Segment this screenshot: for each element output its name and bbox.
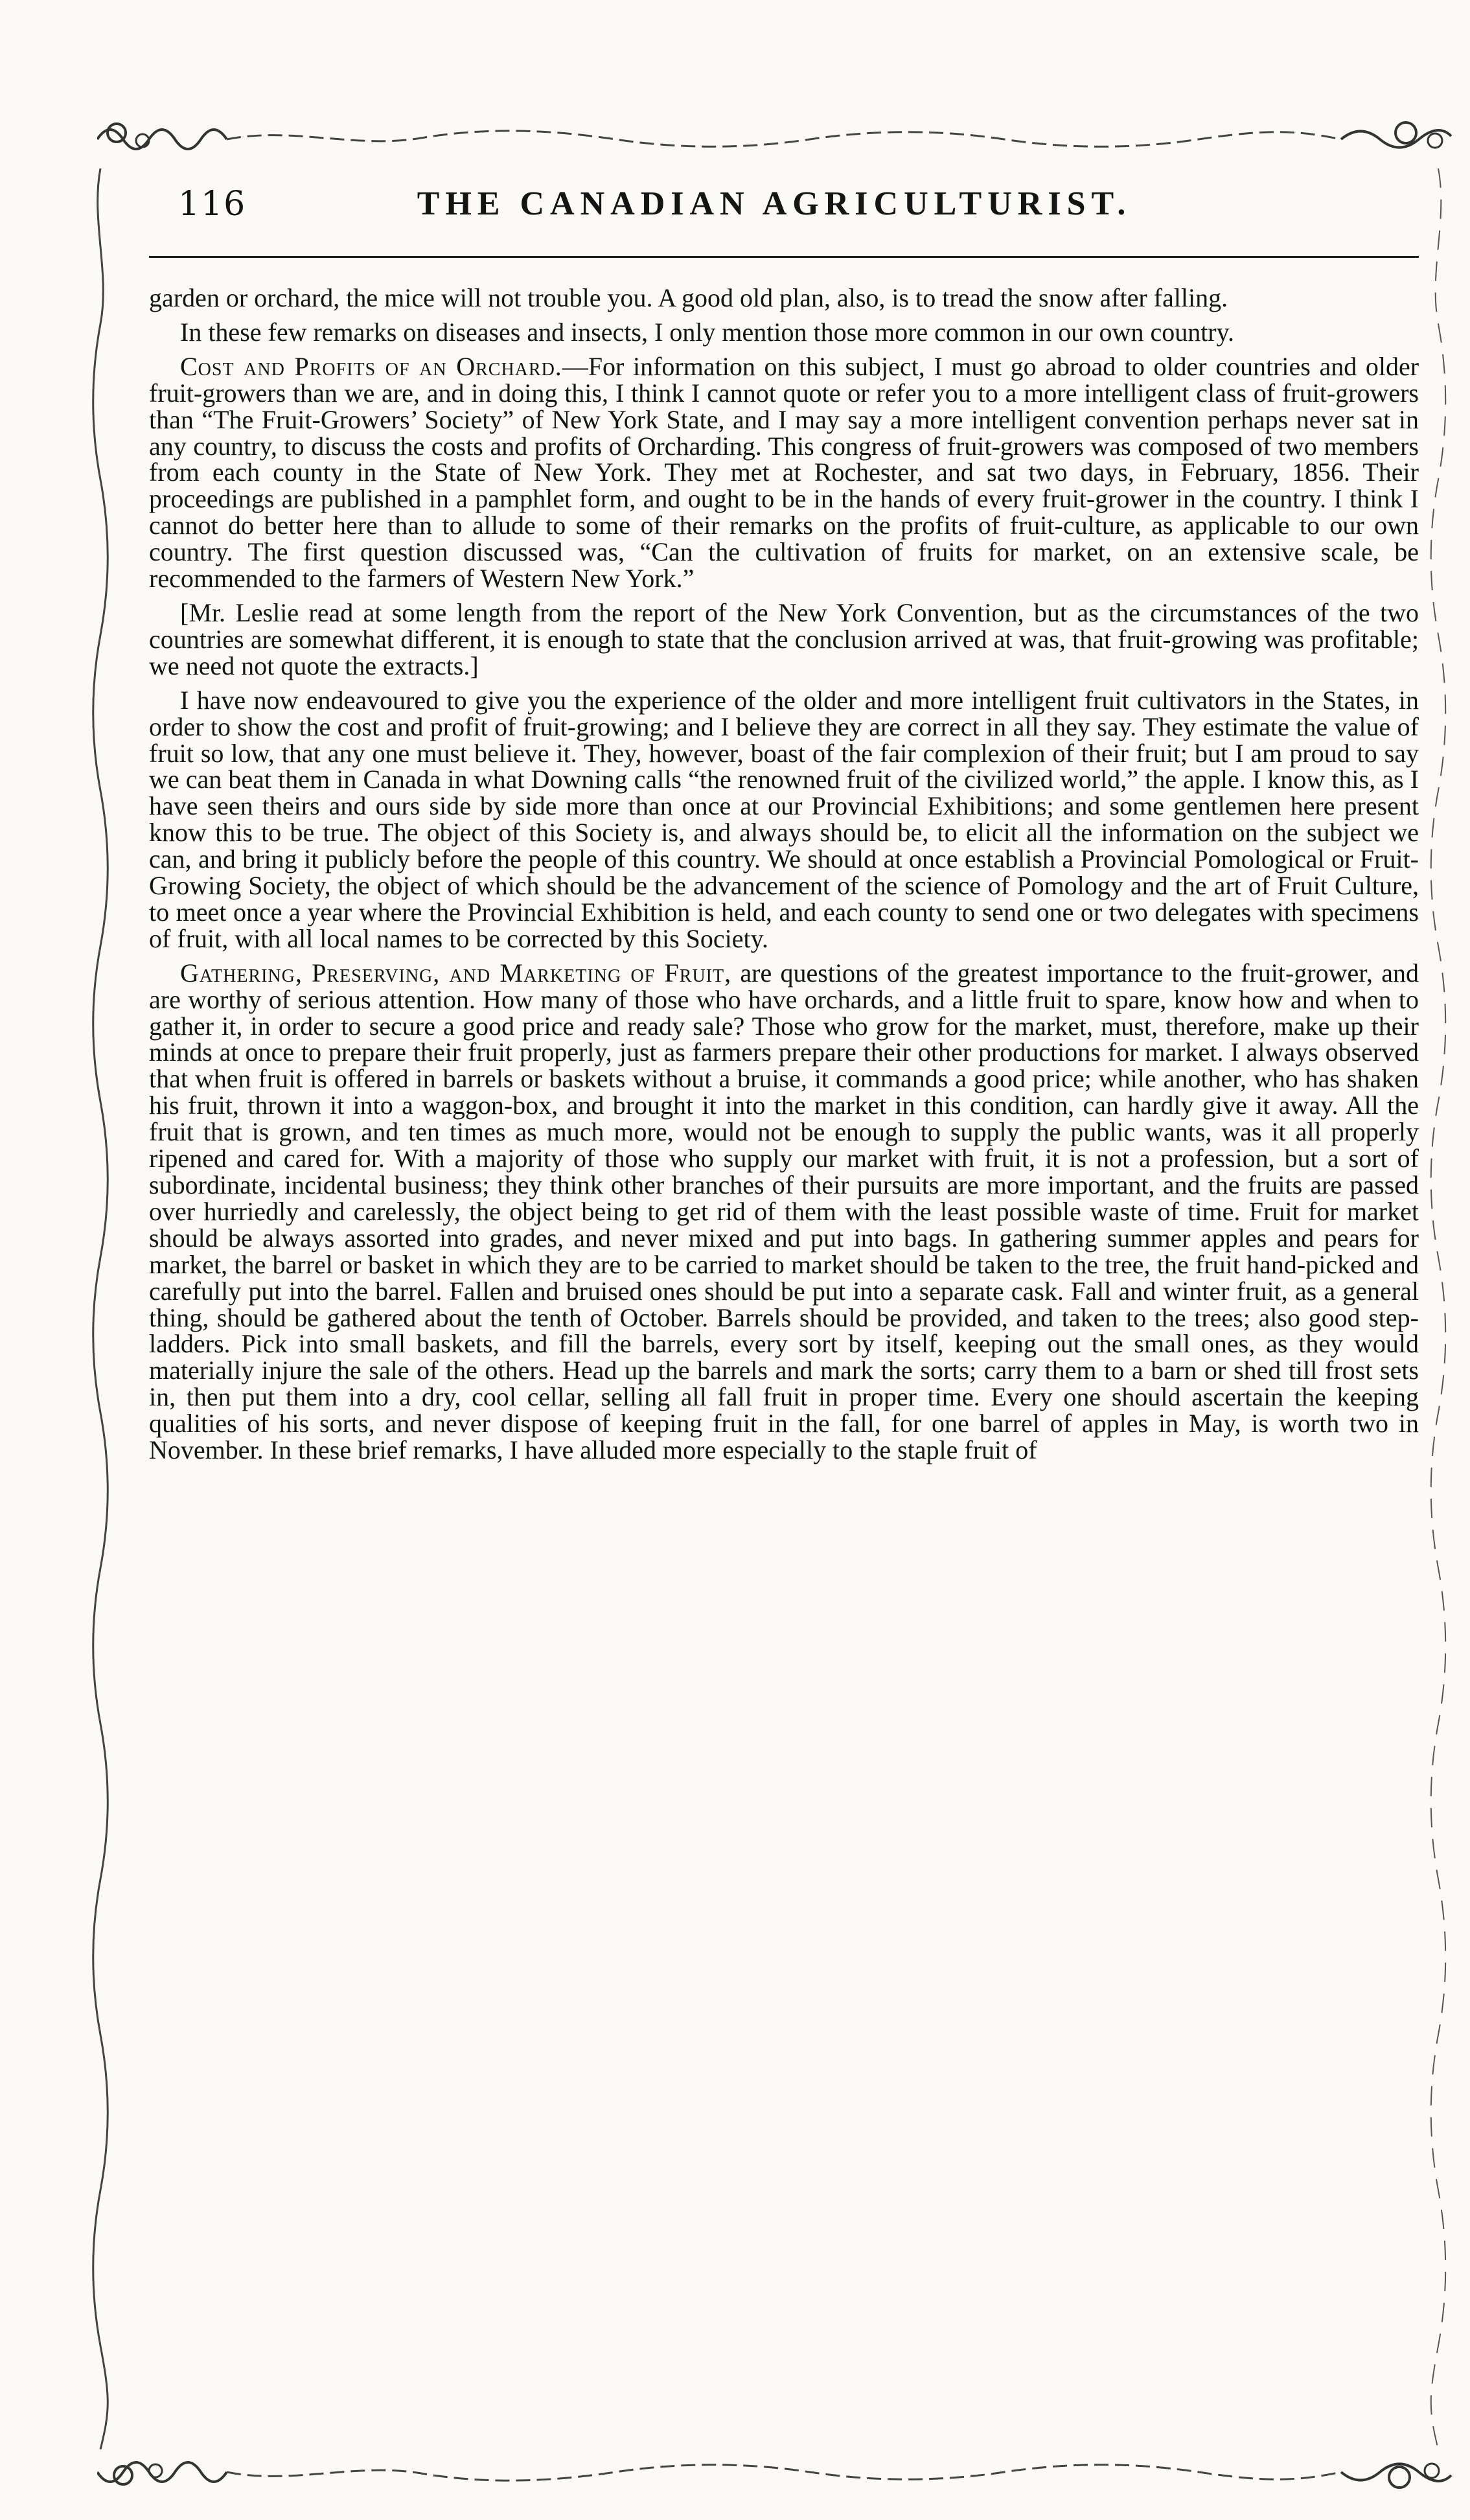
decorative-border-left	[87, 168, 113, 2449]
paragraph-1: garden or orchard, the mice will not trouble you. A good old plan, also, is to tread the snow after falling.	[149, 283, 1228, 312]
paragraph-6	[149, 960, 1419, 1464]
page-header	[130, 165, 1419, 230]
paragraph-4: [Mr. Leslie read at some length from the report of the New York Convention, but as the circumstances of the two countries are somewhat different, it is enough to state that the conclusion arrived at was, that fruit-growing was profitable; we need not quote the extracts.]	[149, 597, 1419, 680]
article-body	[149, 285, 1419, 2436]
paragraph-3-text: —For information on this subject, I must go abroad to older countries and older fruit-growers than we are, and in doing this, I think I cannot quote or refer you to a more intelligent class of fruit-growers than “The Fruit-Growers’ Society” of New York State, and I may say a more intelligent convention perhaps never sat in any country, to discuss the costs and profits of Orcharding. This congress of fruit-growers was composed of two members from each county in the State of New York. They met at Rochester, and sat two days, in February, 1856. Their proceedings are published in a pamphlet form, and ought to be in the hands of every fruit-grower in the country. I think I cannot do better here than to allude to some of their remarks on the profits of fruit-culture, as applicable to our own country. The first question discussed was, “Can the cultivation of fruits for market, on an extensive scale, be recommended to the farmers of Western New York.”	[149, 351, 1419, 594]
paragraph-6-text: are questions of the greatest importance to the fruit-grower, and are worthy of serious attention. How many of those who have orchards, and a little fruit to spare, know how and when to gather it, in order to secure a good price and ready sale? Those who grow for the market, must, therefore, make up their minds at once to prepare their fruit properly, just as farmers prepare their other productions for market. I always observed that when fruit is offered in barrels or baskets without a bruise, it commands a good price; while another, who has shaken his fruit, thrown it into a waggon-box, and brought it into the market in this condition, can hardly give it away. All the fruit that is grown, and ten times as much more, would not be enough to supply the public wants, was it all properly ripened and cared for. With a majority of those who supply our market with fruit, it is not a profession, but a sort of subordinate, incidental business; they think other branches of their pursuits are more important, and the fruits are passed over hurriedly and carelessly, the object being to get rid of them with the least possible waste of time. Fruit for market should be always assorted into grades, and never mixed and put into bags. In gathering summer apples and pears for market, the barrel or basket in which they are to be carried to market should be taken to the tree, the fruit hand-picked and carefully put into the barrel. Fallen and bruised ones should be put into a separate cask. Fall and winter fruit, as a general thing, should be gathered about the tenth of October. Barrels should be provided, and taken to the trees; also good step-ladders. Pick into small baskets, and fill the barrels, every sort by itself, keeping out the small ones, as they would materially injure the sale of the others. Head up the barrels and mark the sorts; carry them to a barn or shed till frost sets in, then put them into a dry, cool cellar, selling all fall fruit in proper time. Every one should ascertain the keeping qualities of his sorts, and never dispose of keeping fruit in the fall, for one barrel of apples in May, is worth two in November. In these brief remarks, I have alluded more especially to the staple fruit of	[149, 958, 1419, 1465]
paragraph-5: I have now endeavoured to give you the experience of the older and more intelligent fruit cultivators in the States, in order to show the cost and profit of fruit-growing; and I believe they are correct in all they say. They estimate the value of fruit so low, that any one must believe it. They, however, boast of the fair complexion of their fruit; but I am proud to say we can beat them in Canada in what Downing calls “the renowned fruit of the civilized world,” the apple. I know this, as I have seen theirs and ours side by side more than once at our Provincial Exhibitions; and some gentlemen here present know this to be true. The object of this Society is, and always should be, to elicit all the information on the subject we can, and bring it publicly before the people of this country. We should at once establish a Provincial Pomological or Fruit-Growing Society, the object of which should be the advancement of the science of Pomology and the art of Fruit Culture, to meet once a year where the Provincial Exhibition is held, and each county to send one or two delegates with specimens of fruit, with all local names to be corrected by this Society.	[149, 685, 1419, 953]
paragraph-3	[149, 351, 1419, 594]
page-number: 116	[178, 185, 247, 224]
decorative-border-bottom	[97, 2453, 1458, 2498]
paragraph-2: In these few remarks on diseases and insects, I only mention those more common in our own country.	[180, 317, 1235, 347]
running-title: THE CANADIAN AGRICULTURIST.	[417, 185, 1132, 222]
section-heading-cost-and-profits: Cost and Profits of an Orchard.	[180, 351, 562, 381]
decorative-border-top	[97, 113, 1458, 159]
section-heading-gathering: Gathering, Preserving, and Marketing of Fruit,	[180, 958, 732, 988]
header-rule	[149, 256, 1419, 258]
decorative-border-right	[1425, 168, 1451, 2449]
